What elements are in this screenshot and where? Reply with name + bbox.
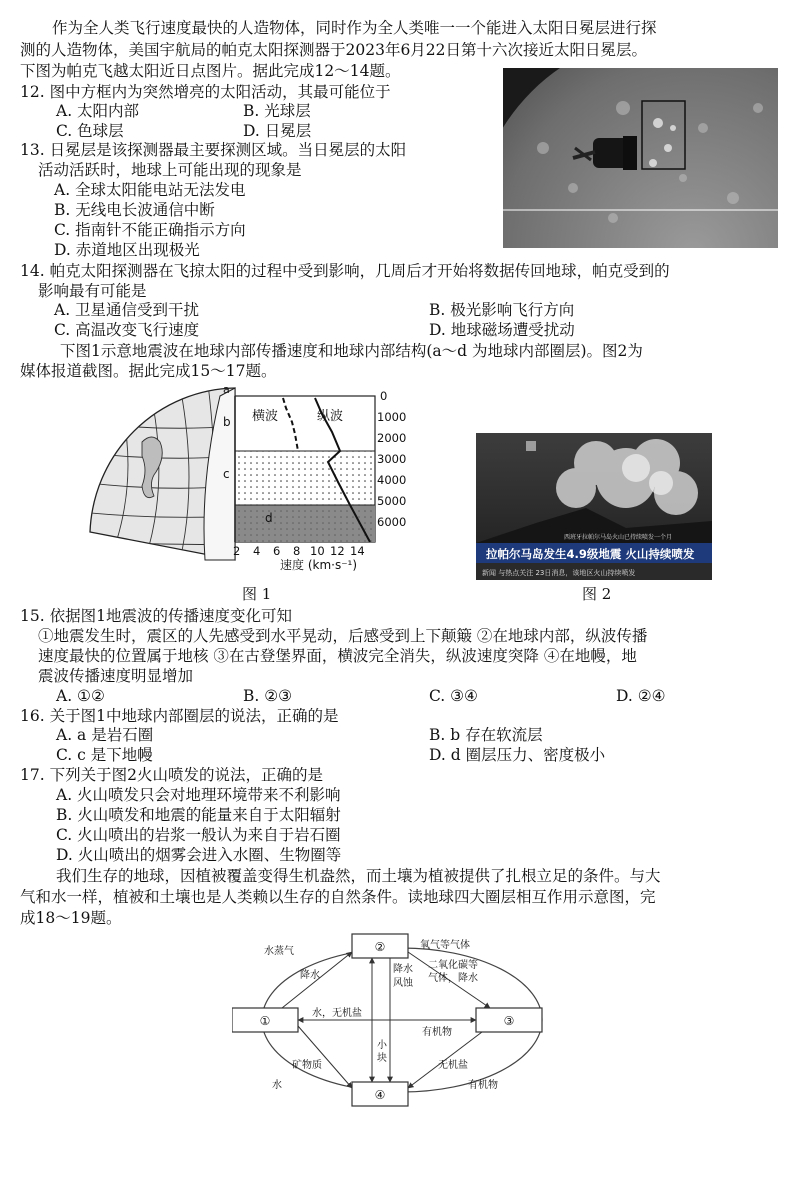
speed-axis-label: 速度 (km·s⁻¹) [280, 558, 358, 572]
label-organic-mid: 有机物 [422, 1027, 452, 1038]
node-2-label: ② [374, 940, 386, 954]
label-inorganic-bottom: 无机盐 [438, 1060, 468, 1071]
label-soil-2: 块 [377, 1053, 387, 1064]
depth-tick: 0 [380, 389, 388, 403]
ticker-text: 新闻 与热点关注 23日消息，该地区火山持续喷发 [482, 569, 636, 577]
node-3-label: ③ [503, 1014, 515, 1028]
q13-stem-line-1: 13. 日冕层是该探测器最主要探测区域。当日冕层的太阳 [20, 141, 407, 159]
q15-body-line-2: 速度最快的位置属于地核 ③在古登堡界面，横波完全消失，纵波速度突降 ④在地幔，地 [38, 647, 637, 665]
q16-option-a[interactable]: A. a 是岩石圈 [56, 726, 154, 744]
figure-1-caption: 图 1 [242, 585, 272, 603]
depth-tick: 2000 [377, 431, 407, 445]
q12-option-a[interactable]: A. 太阳内部 [56, 102, 140, 120]
q15-option-a[interactable]: A. ①② [56, 687, 105, 705]
figure-2-caption: 图 2 [582, 585, 612, 603]
q15-stem: 15. 依据图1地震波的传播速度变化可知 [20, 607, 292, 625]
label-water-inorganic: 水，无机盐 [312, 1008, 362, 1019]
intro1-line-3: 下图为帕克飞越太阳近日点图片。据此完成12～14题。 [20, 62, 401, 80]
q15-option-b[interactable]: B. ②③ [243, 687, 293, 705]
q14-option-b[interactable]: B. 极光影响飞行方向 [429, 301, 575, 319]
intro2-line-2: 媒体报道截图。据此完成15～17题。 [20, 362, 277, 380]
earth-interior-figure [80, 382, 430, 572]
q14-option-a[interactable]: A. 卫星通信受到干扰 [54, 301, 200, 319]
intro3-line-1: 我们生存的地球，因植被覆盖变得生机盎然，而土壤为植被提供了扎根立足的条件。与大 [56, 867, 661, 885]
layer-label-b: b [223, 415, 231, 429]
label-precip-left: 降水 [300, 970, 320, 981]
banner-main-text: 拉帕尔马岛发生4.9级地震 火山持续喷发 [486, 547, 695, 561]
q13-option-a[interactable]: A. 全球太阳能电站无法发电 [54, 181, 246, 199]
node-1-label: ① [259, 1014, 271, 1028]
intro2-line-1: 下图1示意地震波在地球内部传播速度和地球内部结构(a～d 为地球内部圈层)。图2为 [60, 342, 643, 360]
p-wave-label: 纵波 [317, 409, 344, 424]
label-minerals: 矿物质 [292, 1060, 322, 1071]
four-spheres-diagram [232, 928, 572, 1108]
label-oxygen: 氧气等气体 [420, 940, 470, 951]
depth-tick: 5000 [377, 494, 407, 508]
q14-option-c[interactable]: C. 高温改变飞行速度 [54, 321, 200, 339]
q15-option-c[interactable]: C. ③④ [429, 687, 478, 705]
label-soil-1: 小 [377, 1040, 387, 1051]
q12-stem: 12. 图中方框内为突然增亮的太阳活动，其最可能位于 [20, 83, 391, 101]
depth-tick: 3000 [377, 452, 407, 466]
q17-option-d[interactable]: D. 火山喷出的烟雾会进入水圈、生物圈等 [56, 846, 342, 864]
intro1-line-2: 测的人造物体，美国宇航局的帕克太阳探测器于2023年6月22日第十六次接近太阳日冕层。 [20, 41, 648, 59]
label-organic-bottom: 有机物 [468, 1080, 498, 1091]
q17-option-c[interactable]: C. 火山喷出的岩浆一般认为来自于岩石圈 [56, 826, 341, 844]
q16-option-c[interactable]: C. c 是下地幔 [56, 746, 153, 764]
label-precip-mid: 降水 [393, 964, 413, 975]
q13-stem-line-2: 活动活跃时，地球上可能出现的现象是 [38, 161, 302, 179]
q15-option-d[interactable]: D. ②④ [616, 687, 666, 705]
speed-tick: 10 [310, 544, 325, 558]
sun-photo [503, 68, 778, 248]
q13-option-b[interactable]: B. 无线电长波通信中断 [54, 201, 215, 219]
intro1-line-1: 作为全人类飞行速度最快的人造物体，同时作为全人类唯一一个能进入太阳日冕层进行探 [52, 19, 657, 37]
q13-option-d[interactable]: D. 赤道地区出现极光 [54, 241, 200, 259]
q14-stem-line-1: 14. 帕克太阳探测器在飞掠太阳的过程中受到影响，几周后才开始将数据传回地球，帕克受到的 [20, 262, 670, 280]
q12-option-b[interactable]: B. 光球层 [243, 102, 311, 120]
q13-option-c[interactable]: C. 指南针不能正确指示方向 [54, 221, 246, 239]
news-screenshot-figure [476, 433, 712, 580]
q16-stem: 16. 关于图1中地球内部圈层的说法，正确的是 [20, 707, 339, 725]
label-water-bottom: 水 [272, 1080, 282, 1091]
q14-stem-line-2: 影响最有可能是 [38, 282, 147, 300]
depth-tick: 6000 [377, 515, 407, 529]
speed-tick: 12 [330, 544, 345, 558]
q15-body-line-1: ①地震发生时，震区的人先感受到水平晃动，后感受到上下颠簸 ②在地球内部，纵波传播 [38, 627, 648, 645]
q12-option-d[interactable]: D. 日冕层 [243, 122, 312, 140]
speed-tick: 8 [293, 544, 301, 558]
layer-label-a: a [223, 383, 230, 396]
label-co2-line2: 气体，降水 [428, 973, 478, 984]
label-co2-line1: 二氧化碳等 [428, 960, 478, 971]
q17-option-a[interactable]: A. 火山喷发只会对地理环境带来不利影响 [56, 786, 341, 804]
speed-tick: 14 [350, 544, 365, 558]
q14-option-d[interactable]: D. 地球磁场遭受扰动 [429, 321, 575, 339]
depth-tick: 4000 [377, 473, 407, 487]
speed-tick: 4 [253, 544, 261, 558]
node-4-label: ④ [374, 1088, 386, 1102]
q16-option-d[interactable]: D. d 圈层压力、密度极小 [429, 746, 606, 764]
q17-option-b[interactable]: B. 火山喷发和地震的能量来自于太阳辐射 [56, 806, 341, 824]
layer-label-c: c [223, 467, 230, 481]
label-wind: 风蚀 [393, 978, 413, 989]
depth-tick: 1000 [377, 410, 407, 424]
q16-option-b[interactable]: B. b 存在软流层 [429, 726, 543, 744]
label-water-vapor: 水蒸气 [264, 946, 294, 957]
intro3-line-3: 成18～19题。 [20, 909, 122, 927]
speed-tick: 6 [273, 544, 281, 558]
intro3-line-2: 气和水一样，植被和土壤也是人类赖以生存的自然条件。读地球四大圈层相互作用示意图，完 [20, 888, 656, 906]
q15-body-line-3: 震波传播速度明显增加 [38, 667, 194, 685]
q12-option-c[interactable]: C. 色球层 [56, 122, 124, 140]
banner-small-text: 西班牙拉帕尔马岛火山已持续喷发一个月 [564, 534, 673, 541]
speed-tick: 2 [233, 544, 241, 558]
q17-stem: 17. 下列关于图2火山喷发的说法，正确的是 [20, 766, 323, 784]
s-wave-label: 横波 [252, 409, 279, 424]
layer-label-d: d [265, 511, 273, 525]
